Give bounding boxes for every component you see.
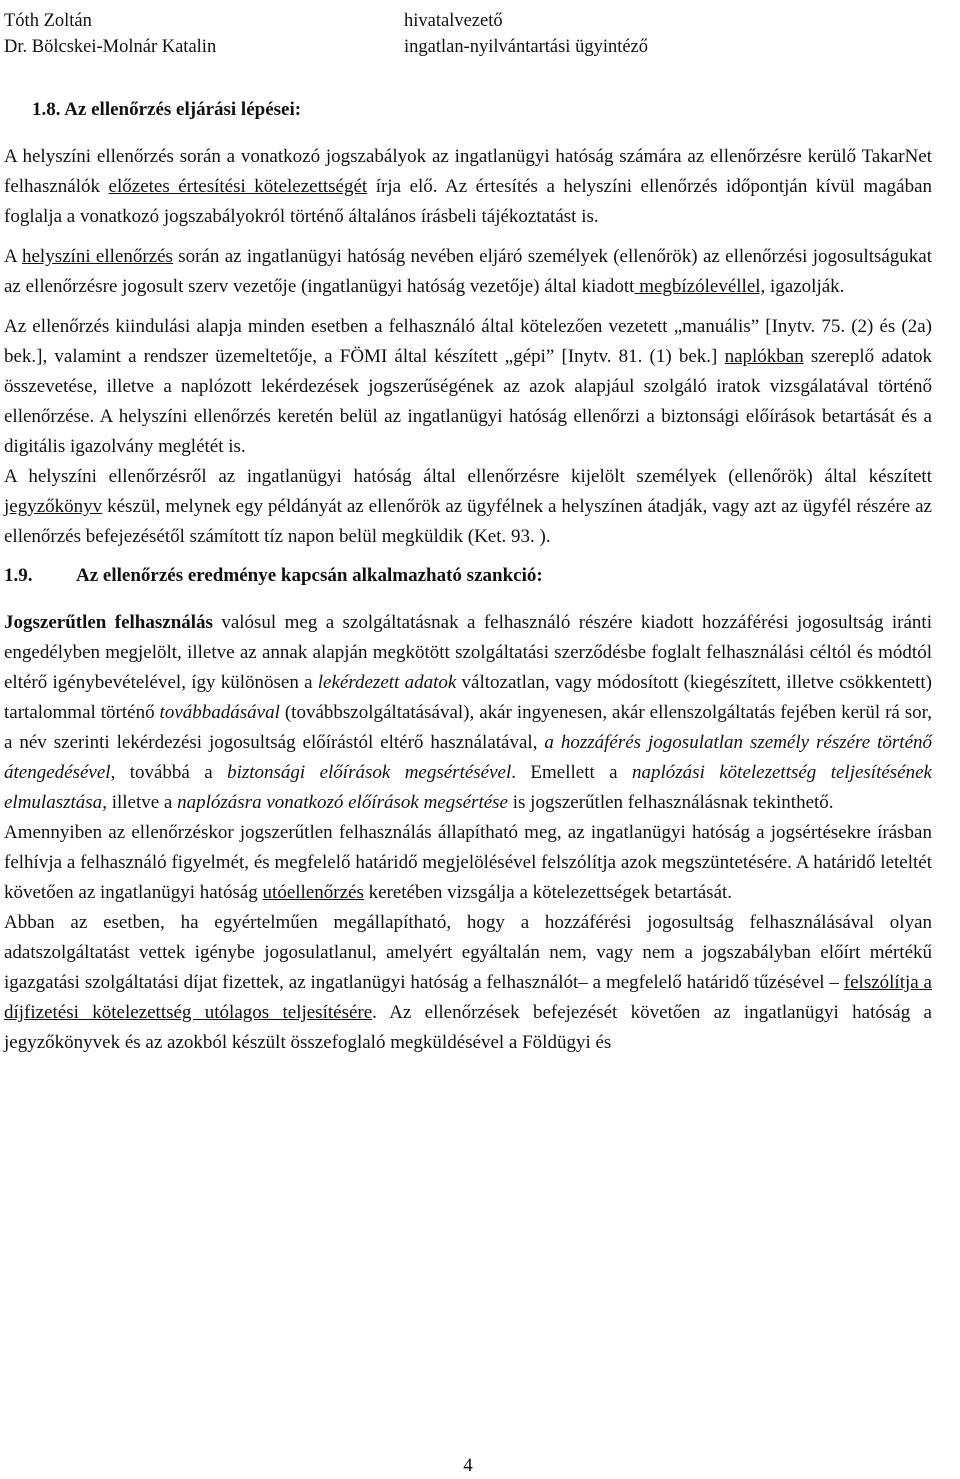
signature-header bbox=[4, 8, 932, 60]
section-1-9-number: 1.9. bbox=[4, 565, 33, 586]
section-1-9-title bbox=[4, 562, 932, 590]
section-1-9-paragraph-2: Amennyiben az ellenőrzéskor jogszerűtlen felhasználás állapítható meg, az ingatlanügyi hatóság a jogsértésekre írásban felhívja a felhasználó figyelmét, és megfelelő határidő megjelölésével felszólítja azok megszüntetésére. A határidő leteltét követően az ingatlanügyi hatóság utóellenőrzés keretében vizsgálja a kötelezettségek betartását. bbox=[4, 822, 932, 903]
section-1-8-paragraph-1: A helyszíni ellenőrzés során a vonatkozó jogszabályok az ingatlanügyi hatóság számára az ellenőrzésre kerülő TakarNet felhasználók előzetes értesítési kötelezettségét írja elő. Az értesítés a helyszíni ellenőrzés időpontján kívül magában foglalja a vonatkozó jogszabályokról történő általános írásbeli tájékoztatást is. bbox=[4, 146, 933, 227]
section-1-9-paragraph-3: Abban az esetben, ha egyértelműen megállapítható, hogy a hozzáférési jogosultság felhasználásával olyan adatszolgáltatást vettek igénybe jogosulatlanul, amelyért egyáltalán nem, vagy nem a jogszabályban előírt mértékű igazgatási szolgáltatási díjat fizettek, az ingatlanügyi hatóság a felhasználót– a megfelelő határidő tűzésével – felszólítja a díjfizetési kötelezettség utólagos teljesítésére. Az ellenőrzések befejezését követően az ingatlanügyi hatóság a jegyzőkönyvek és az azokból készült összefoglaló megküldésével a Földügyi és bbox=[4, 912, 932, 1053]
header-name-1: Tóth Zoltán bbox=[4, 11, 92, 31]
section-1-9-paragraph-1: Jogszerűtlen felhasználás valósul meg a szolgáltatásnak a felhasználó részére kiadott hozzáférési jogosultság iránti engedélyben megjelölt, illetve az annak alapján megkötött szolgáltatási szerződésbe foglalt felhasználási céltól és módtól eltérő igénybevételével, így különösen a lekérdezett adatok változatlan, vagy módosított (kiegészített, illetve csökkentett) tartalommal történő továbbadásával (továbbszolgáltatásával), akár ingyenesen, akár ellenszolgáltatás fejében kerül rá sor, a név szerinti lekérdezési jogosultság előírástól eltérő használatával, a hozzáférés jogosulatlan személy részére történő átengedésével, továbbá a biztonsági előírások megsértésével. Emellett a naplózási kötelezettség teljesítésének elmulasztása, illetve a naplózásra vonatkozó előírások megsértése is jogszerűtlen felhasználásnak tekinthető. bbox=[4, 612, 933, 813]
section-1-8-paragraph-2: A helyszíni ellenőrzés során az ingatlanügyi hatóság nevében eljáró személyek (ellenőrök) az ellenőrzési jogosultságukat az ellenőrzésre jogosult szerv vezetője (ingatlanügyi hatóság vezetője) által kiadott megbízólevéllel, igazolják. bbox=[4, 246, 933, 297]
header-role-1: hivatalvezető bbox=[404, 11, 503, 31]
section-1-9-heading: Az ellenőrzés eredménye kapcsán alkalmazható szankció: bbox=[76, 565, 543, 586]
section-1-8-paragraph-3: Az ellenőrzés kiindulási alapja minden esetben a felhasználó által kötelezően vezetett „manuális” [Inytv. 75. (2) és (2a) bek.], valamint a rendszer üzemeltetője, a FÖMI által készített „gépi” [Inytv. 81. (1) bek.] naplókban szereplő adatok összevetése, illetve a naplózott lekérdezések jogszerűségének az azok alapjául szolgáló iratok vizsgálatával történő ellenőrzése. A helyszíni ellenőrzés keretén belül az ingatlanügyi hatóság ellenőrzi a biztonsági előírások betartását és a digitális igazolvány meglétét is. bbox=[4, 316, 932, 457]
header-role-2: ingatlan-nyilvántartási ügyintéző bbox=[404, 37, 649, 57]
document-page bbox=[4, 2, 932, 1058]
page-number: 4 bbox=[463, 1455, 473, 1476]
header-name-2: Dr. Bölcskei-Molnár Katalin bbox=[4, 37, 217, 57]
section-1-8-title: 1.8. Az ellenőrzés eljárási lépései: bbox=[32, 99, 302, 120]
section-1-8-paragraph-4: A helyszíni ellenőrzésről az ingatlanügyi hatóság által ellenőrzésre kijelölt személyek (ellenőrök) által készített jegyzőkönyv készül, melynek egy példányát az ellenőrök az ügyfélnek a helyszínen átadják, vagy azt az ügyfél részére az ellenőrzés befejezésétől számított tíz napon belül megküldik (Ket. 93. ). bbox=[4, 466, 932, 547]
